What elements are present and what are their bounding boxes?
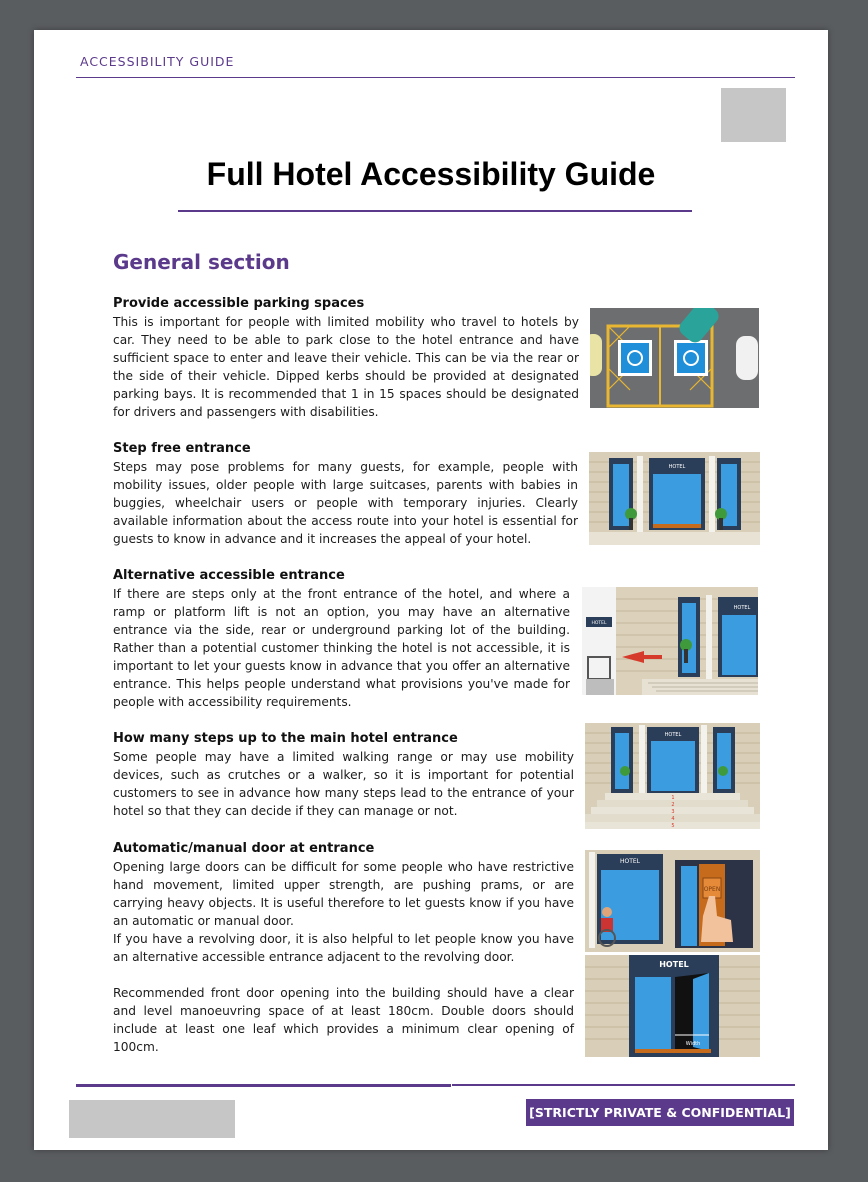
svg-text:Width: Width	[685, 1041, 701, 1047]
alternative-entrance-icon	[582, 587, 758, 695]
block-alternative-entrance	[113, 567, 570, 711]
parking-icon	[590, 308, 759, 408]
block-body: Steps may pose problems for many guests, for example, people with mobility issues, older people with large suitcases, parents with babies in buggies, wheelchair users or people with temporary injuries. Clearly available information about the access route into your hotel is essential for guests to know in advance and it increases the appeal of your hotel.	[113, 460, 578, 546]
svg-text:5: 5	[671, 823, 675, 829]
block-body: Some people may have a limited walking range or may use mobility devices, such as crutches or a walker, so it is important for potential customers to see in advance how many steps lead to the entrance of your hotel so that they can decide if they can manage or not.	[113, 750, 574, 818]
section-title: General section	[113, 250, 290, 274]
block-heading: Automatic/manual door at entrance	[113, 841, 375, 856]
svg-text:OPEN: OPEN	[703, 886, 721, 893]
page-title: Full Hotel Accessibility Guide	[206, 156, 656, 192]
svg-text:HOTEL: HOTEL	[733, 605, 751, 611]
block-body: If there are steps only at the front entrance of the hotel, and where a ramp or platform lift is not an option, you may have an alternative entrance via the side, rear or underground parking lot of the building. Rather than a potential customer thinking the hotel is not accessible, it is important to let your guests know in advance that you offer an alternative entrance. This helps people understand what provisions you've made for people with accessibility requirements.	[113, 587, 570, 709]
block-steps	[113, 730, 574, 820]
header-divider	[76, 77, 795, 78]
block-step-free	[113, 440, 578, 548]
footer-divider	[76, 1084, 451, 1087]
block-body: This is important for people with limited mobility who travel to hotels by car. They need to be able to park close to the hotel entrance and have sufficient space to enter and leave their vehicle. This can be via the rear or the side of their vehicle. Dipped kerbs should be provided at designated parking bays. It is recommended that 1 in 15 spaces should be designated for drivers and passengers with disabilities.	[113, 315, 579, 419]
svg-text:1: 1	[671, 795, 675, 801]
title-divider	[178, 210, 692, 212]
header-label: ACCESSIBILITY GUIDE	[80, 54, 235, 69]
block-parking	[113, 295, 579, 421]
footer-divider	[452, 1084, 795, 1086]
svg-text:2: 2	[671, 802, 675, 808]
confidential-badge: [STRICTLY PRIVATE & CONFIDENTIAL]	[526, 1099, 794, 1126]
block-heading: How many steps up to the main hotel entrance	[113, 731, 458, 746]
svg-text:HOTEL: HOTEL	[619, 858, 641, 865]
block-body-3: Recommended front door opening into the building should have a clear and level manoeuvring space of at least 180cm. Double doors should include at least one leaf which provides a minimum clear opening of 100cm.	[113, 986, 574, 1054]
block-heading: Provide accessible parking spaces	[113, 296, 365, 311]
block-doors	[113, 840, 574, 1056]
block-heading: Step free entrance	[113, 441, 251, 456]
block-body-2: If you have a revolving door, it is also helpful to let people know you have an alternative accessible entrance adjacent to the revolving door.	[113, 932, 574, 964]
document-page	[34, 30, 828, 1150]
svg-text:HOTEL: HOTEL	[664, 732, 682, 738]
svg-text:4: 4	[671, 816, 675, 822]
logo-placeholder	[721, 88, 786, 142]
svg-text:3: 3	[671, 809, 675, 815]
block-body: Opening large doors can be difficult for some people who have restrictive hand movement, limited upper strength, are pushing prams, or are carrying heavy objects. It is useful therefore to let guests know if you have an automatic or manual door.	[113, 860, 574, 928]
hotel-entrance-icon	[589, 452, 760, 545]
door-button-icon	[585, 850, 760, 952]
svg-text:HOTEL: HOTEL	[659, 960, 689, 969]
block-heading: Alternative accessible entrance	[113, 568, 345, 583]
footer-logo-placeholder	[69, 1100, 235, 1138]
steps-icon	[585, 723, 760, 829]
svg-text:HOTEL: HOTEL	[668, 464, 686, 470]
door-width-icon	[585, 955, 760, 1057]
svg-text:HOTEL: HOTEL	[591, 621, 607, 626]
